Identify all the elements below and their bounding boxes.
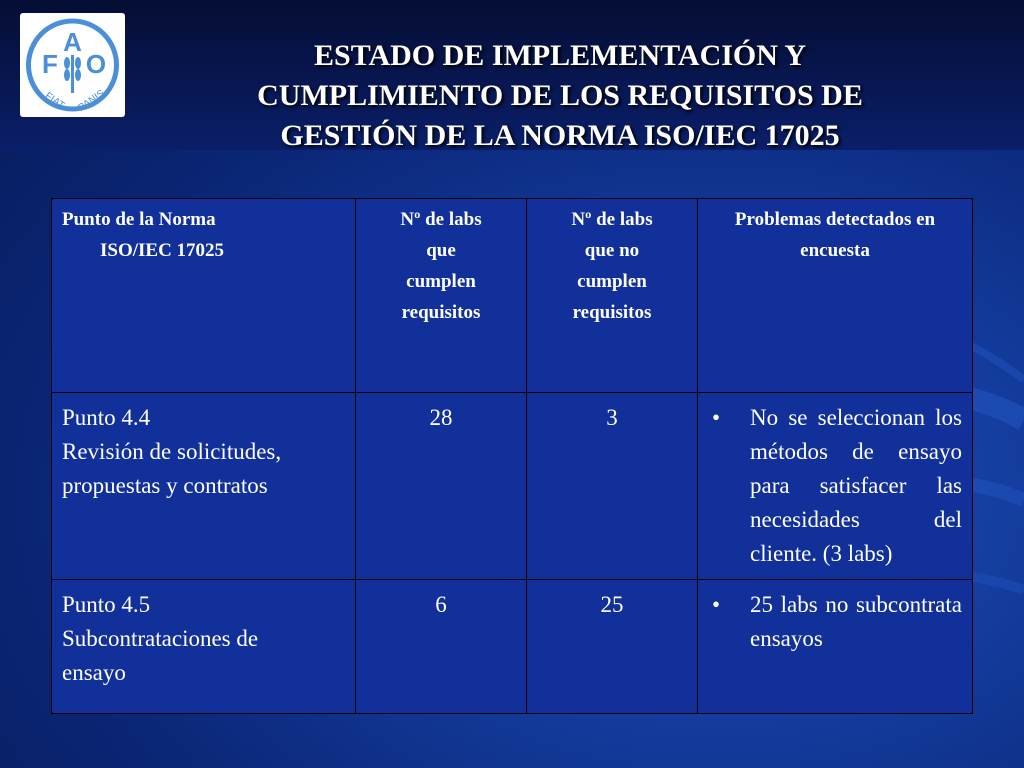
logo-letter-a: A [63,27,82,57]
header-line: requisitos [572,302,652,323]
problem-text: 25 labs no subcontrata ensayos [750,592,962,651]
cell-norm-point [52,580,356,714]
cell-comply-count: 28 [356,393,527,580]
header-norm-point [52,199,356,393]
fao-logo [20,13,125,117]
header-line: que [426,240,456,261]
point-description: Revisión de solicitudes, [62,439,282,464]
logo-letter-f: F [42,49,58,79]
header-line: cumplen [406,271,476,292]
header-line: que no [584,240,640,261]
table-header-row [52,199,973,393]
header-line: requisitos [401,302,481,323]
cell-problems [698,393,973,580]
header-labs-comply [356,199,527,393]
header-line: cumplen [577,271,647,292]
header-line: Problemas detectados en [734,209,936,230]
logo-letter-o: O [85,49,107,79]
table-row [52,580,973,714]
title-line: CUMPLIMIENTO DE LOS REQUISITOS DE [257,79,863,112]
cell-comply-count: 6 [356,580,527,714]
table-row [52,393,973,580]
header-line: Nº de labs [571,209,653,230]
cell-norm-point [52,393,356,580]
title-line: GESTIÓN DE LA NORMA ISO/IEC 17025 [280,119,840,152]
requirements-table [51,198,973,714]
point-description: propuestas y contratos [62,473,268,498]
point-description: Subcontrataciones de [62,626,259,651]
header-line: ISO/IEC 17025 [100,240,225,261]
title-line: ESTADO DE IMPLEMENTACIÓN Y [314,39,806,72]
problem-text: No se seleccionan los métodos de ensayo para satisfacer las necesidades del cliente. (3 labs) [750,405,962,566]
cell-not-comply-count: 25 [527,580,698,714]
point-label: Punto 4.5 [62,592,151,617]
header-problems [698,199,973,393]
header-labs-not-comply [527,199,698,393]
header-line: encuesta [800,240,870,261]
logo-motto-right: PANIS [76,88,107,114]
logo-motto-left: FIAT [42,90,67,112]
slide-title [170,36,950,156]
point-description: ensayo [62,660,126,685]
bullet-icon: • [712,592,721,617]
bullet-icon: • [712,405,721,430]
cell-problems [698,580,973,714]
point-label: Punto 4.4 [62,405,151,430]
header-line: Punto de la Norma [62,209,216,230]
cell-not-comply-count: 3 [527,393,698,580]
header-line: Nº de labs [400,209,482,230]
